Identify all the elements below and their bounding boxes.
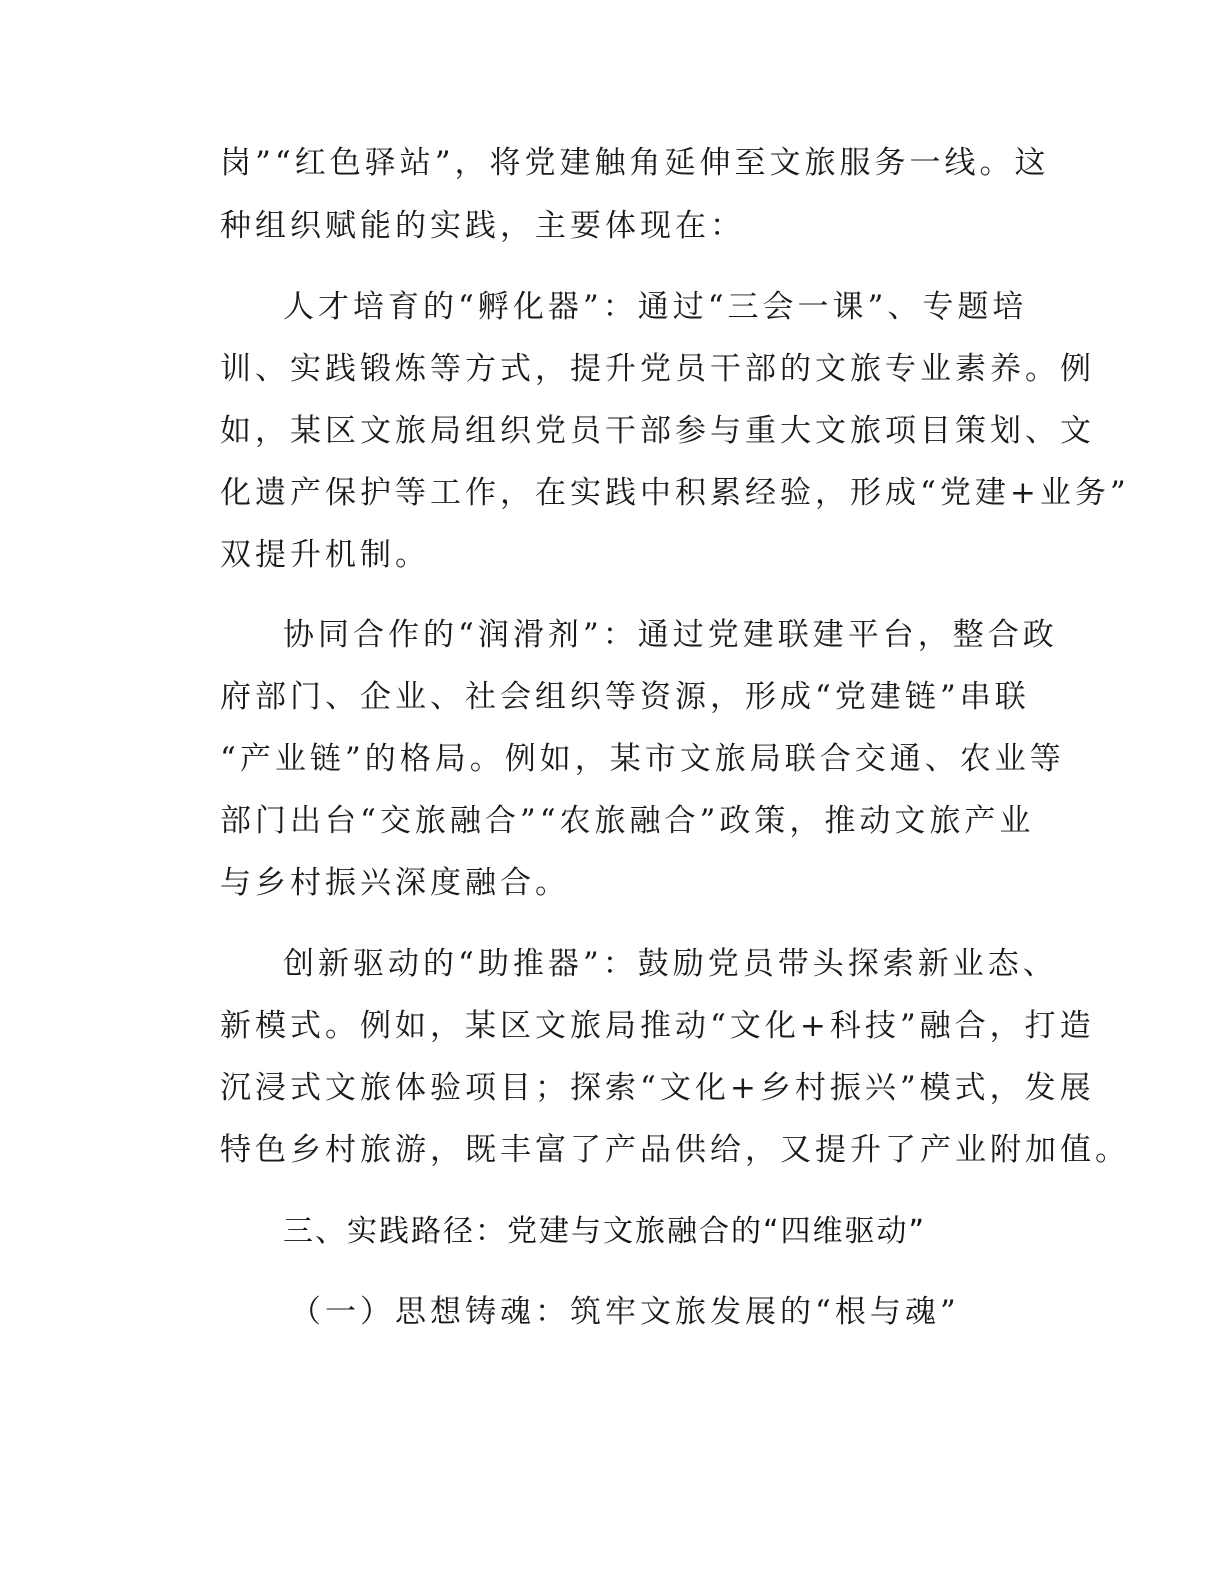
text-line: 府部门、企业、社会组织等资源，形成“党建链”串联: [220, 679, 1030, 715]
text-line: 沉浸式文旅体验项目；探索“文化+乡村振兴”模式，发展: [220, 1070, 1095, 1106]
text-line: 部门出台“交旅融合”“农旅融合”政策，推动文旅产业: [220, 803, 1035, 839]
text-line: 新模式。例如，某区文旅局推动“文化+科技”融合，打造: [220, 1008, 1095, 1044]
text-line: 与乡村振兴深度融合。: [220, 865, 570, 901]
text-line: 双提升机制。: [220, 537, 430, 573]
text-line: “产业链”的格局。例如，某市文旅局联合交通、农业等: [220, 741, 1065, 777]
paragraph-start-line: 创新驱动的“助推器”：鼓励党员带头探索新业态、: [283, 946, 1058, 982]
text-line: 岗”“红色驿站”，将党建触角延伸至文旅服务一线。这: [220, 145, 1050, 181]
paragraph-start-line: 协同合作的“润滑剂”：通过党建联建平台，整合政: [283, 617, 1058, 653]
text-line: 化遗产保护等工作，在实践中积累经验，形成“党建+业务”: [220, 475, 1130, 511]
text-line: 种组织赋能的实践，主要体现在：: [220, 208, 745, 244]
subsection-heading: （一）思想铸魂：筑牢文旅发展的“根与魂”: [290, 1294, 960, 1330]
text-line: 如，某区文旅局组织党员干部参与重大文旅项目策划、文: [220, 413, 1095, 449]
section-heading: 三、实践路径：党建与文旅融合的“四维驱动”: [283, 1214, 927, 1249]
paragraph-start-line: 人才培育的“孵化器”：通过“三会一课”、专题培: [283, 289, 1028, 325]
text-line: 特色乡村旅游，既丰富了产品供给，又提升了产业附加值。: [220, 1132, 1130, 1168]
text-line: 训、实践锻炼等方式，提升党员干部的文旅专业素养。例: [220, 351, 1095, 387]
